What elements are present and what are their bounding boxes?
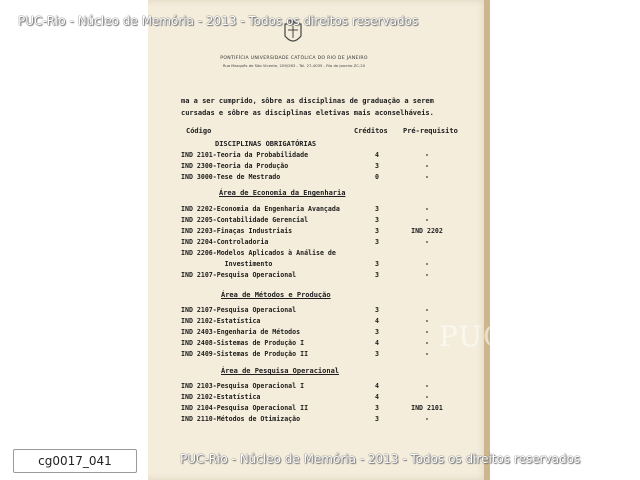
header-credits: Créditos (354, 127, 388, 135)
header-code: Código (186, 127, 212, 135)
course-name: IND 2403-Engenharia de Métodos (181, 328, 301, 336)
course-prereq: - (425, 216, 429, 224)
course-credits: 3 (375, 328, 379, 336)
course-name: IND 2204-Controladoria (181, 238, 269, 246)
course-name: IND 2107-Pesquisa Operacional (181, 271, 297, 279)
page-edge (484, 0, 490, 480)
letterhead-address: Rua Marquês de São Vicente, 209/263 - Tel. 27-4035 - Rio de Janeiro ZC-20 (222, 63, 366, 68)
course-prereq: - (425, 173, 429, 181)
course-name: Investimento (181, 260, 273, 268)
course-credits: 3 (375, 227, 379, 235)
course-name: IND 2102-Estatística (181, 393, 261, 401)
course-credits: 4 (375, 317, 379, 325)
table-row (181, 259, 461, 269)
course-credits: 0 (375, 173, 379, 181)
table-row (181, 305, 461, 315)
table-row (181, 226, 461, 236)
course-prereq: - (425, 151, 429, 159)
course-prereq: - (425, 393, 429, 401)
course-name: IND 2110-Métodos de Otimização (181, 415, 301, 423)
course-prereq: - (425, 271, 429, 279)
course-prereq: - (425, 415, 429, 423)
table-row (181, 204, 461, 214)
course-name: IND 2102-Estatística (181, 317, 261, 325)
course-prereq: - (425, 328, 429, 336)
table-row (181, 150, 461, 160)
table-row (181, 248, 461, 258)
course-prereq: - (425, 162, 429, 170)
course-name: IND 2300-Teoria da Produção (181, 162, 289, 170)
table-row (181, 392, 461, 402)
course-name: IND 2408-Sistemas de Produção I (181, 339, 305, 347)
table-row (181, 403, 461, 413)
watermark-top: PUC-Rio - Núcleo de Memória - 2013 - Todos os direitos reservados (18, 14, 419, 28)
intro-line-2: cursadas e sôbre as disciplinas eletivas mais aconselháveis. (181, 109, 434, 117)
course-credits: 4 (375, 339, 379, 347)
course-name: IND 2103-Pesquisa Operacional I (181, 382, 305, 390)
course-credits: 3 (375, 205, 379, 213)
course-prereq: - (425, 260, 429, 268)
table-row (181, 381, 461, 391)
section-title: Área de Pesquisa Operacional (221, 367, 340, 375)
course-credits: 3 (375, 415, 379, 423)
course-prereq: - (425, 205, 429, 213)
course-prereq: - (425, 339, 429, 347)
course-prereq: IND 2202 (411, 227, 443, 235)
section-title: Área de Economia da Engenharia (219, 189, 346, 197)
table-row (181, 172, 461, 182)
table-row (181, 414, 461, 424)
course-name: IND 3000-Tese de Mestrado (181, 173, 281, 181)
watermark-seal-text: PUC (439, 320, 506, 353)
header-prereq: Pré-requisito (403, 127, 458, 135)
table-row (181, 327, 461, 337)
course-prereq: - (425, 317, 429, 325)
document-id-label: cg0017_041 (13, 449, 137, 473)
course-name: IND 2202-Economia da Engenharia Avançada (181, 205, 340, 213)
table-row (181, 316, 461, 326)
course-name: IND 2104-Pesquisa Operacional II (181, 404, 309, 412)
course-credits: 4 (375, 151, 379, 159)
course-credits: 3 (375, 306, 379, 314)
course-credits: 3 (375, 162, 379, 170)
intro-line-1: ma a ser cumprido, sôbre as disciplinas de graduação a serem (181, 97, 434, 105)
table-row (181, 349, 461, 359)
table-row (181, 161, 461, 171)
course-name: IND 2206-Modelos Aplicados à Análise de (181, 249, 336, 257)
course-credits: 4 (375, 393, 379, 401)
letterhead-institution: PONTIFÍCIA UNIVERSIDADE CATÓLICA DO RIO DE JANEIRO (220, 56, 368, 61)
course-name: IND 2107-Pesquisa Operacional (181, 306, 297, 314)
course-prereq: IND 2101 (411, 404, 443, 412)
watermark-bottom: PUC-Rio - Núcleo de Memória - 2013 - Todos os direitos reservados (180, 452, 581, 466)
course-prereq: - (425, 238, 429, 246)
course-prereq: - (425, 350, 429, 358)
course-name: IND 2409-Sistemas de Produção II (181, 350, 309, 358)
table-row (181, 270, 461, 280)
course-credits: 3 (375, 404, 379, 412)
course-name: IND 2101-Teoria da Probabilidade (181, 151, 309, 159)
course-credits: 3 (375, 260, 379, 268)
course-name: IND 2203-Finaças Industriais (181, 227, 293, 235)
course-prereq: - (425, 382, 429, 390)
course-credits: 3 (375, 350, 379, 358)
course-credits: 3 (375, 271, 379, 279)
course-credits: 4 (375, 382, 379, 390)
course-prereq: - (425, 306, 429, 314)
section-title: Área de Métodos e Produção (221, 291, 331, 299)
section-title: DISCIPLINAS OBRIGATÓRIAS (215, 140, 317, 148)
course-credits: 3 (375, 216, 379, 224)
course-credits: 3 (375, 238, 379, 246)
table-row (181, 338, 461, 348)
course-name: IND 2205-Contabilidade Gerencial (181, 216, 309, 224)
table-row (181, 215, 461, 225)
table-row (181, 237, 461, 247)
